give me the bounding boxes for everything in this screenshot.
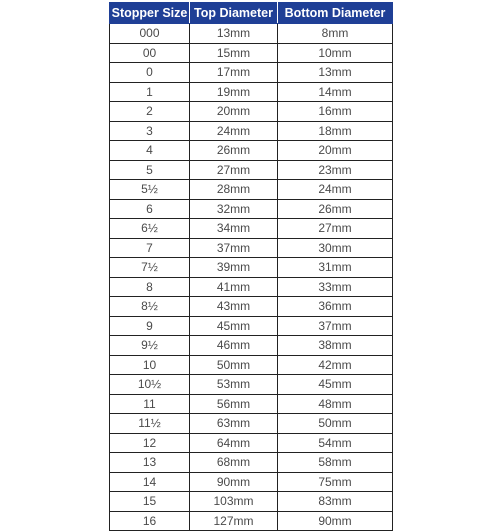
table-row [110, 102, 393, 122]
cell-top-diameter: 39mm [190, 258, 278, 278]
cell-top-diameter: 28mm [190, 180, 278, 200]
cell-bottom-diameter: 83mm [278, 492, 393, 512]
cell-stopper-size: 13 [110, 453, 190, 473]
cell-stopper-size: 10½ [110, 375, 190, 395]
cell-top-diameter: 13mm [190, 24, 278, 44]
table-row [110, 277, 393, 297]
table-row [110, 63, 393, 83]
table-header-row [110, 3, 393, 24]
cell-stopper-size: 10 [110, 355, 190, 375]
cell-top-diameter: 90mm [190, 472, 278, 492]
table-row [110, 160, 393, 180]
table-row [110, 492, 393, 512]
cell-top-diameter: 41mm [190, 277, 278, 297]
cell-bottom-diameter: 45mm [278, 375, 393, 395]
table-row [110, 82, 393, 102]
cell-bottom-diameter: 50mm [278, 414, 393, 434]
table-row [110, 414, 393, 434]
cell-top-diameter: 46mm [190, 336, 278, 356]
table-row [110, 43, 393, 63]
table-row [110, 394, 393, 414]
cell-stopper-size: 0 [110, 63, 190, 83]
table-row [110, 24, 393, 44]
cell-bottom-diameter: 30mm [278, 238, 393, 258]
cell-bottom-diameter: 8mm [278, 24, 393, 44]
table-row [110, 336, 393, 356]
cell-bottom-diameter: 36mm [278, 297, 393, 317]
cell-bottom-diameter: 75mm [278, 472, 393, 492]
cell-bottom-diameter: 27mm [278, 219, 393, 239]
cell-top-diameter: 20mm [190, 102, 278, 122]
cell-top-diameter: 27mm [190, 160, 278, 180]
header-stopper-size: Stopper Size [110, 3, 190, 24]
cell-bottom-diameter: 14mm [278, 82, 393, 102]
cell-top-diameter: 15mm [190, 43, 278, 63]
cell-stopper-size: 14 [110, 472, 190, 492]
cell-top-diameter: 68mm [190, 453, 278, 473]
cell-top-diameter: 37mm [190, 238, 278, 258]
table-row [110, 180, 393, 200]
table-row [110, 375, 393, 395]
cell-top-diameter: 32mm [190, 199, 278, 219]
cell-stopper-size: 7 [110, 238, 190, 258]
cell-top-diameter: 26mm [190, 141, 278, 161]
cell-bottom-diameter: 24mm [278, 180, 393, 200]
cell-stopper-size: 2 [110, 102, 190, 122]
cell-stopper-size: 6 [110, 199, 190, 219]
table-row [110, 258, 393, 278]
cell-bottom-diameter: 13mm [278, 63, 393, 83]
cell-top-diameter: 53mm [190, 375, 278, 395]
cell-bottom-diameter: 10mm [278, 43, 393, 63]
cell-stopper-size: 8 [110, 277, 190, 297]
table-row [110, 472, 393, 492]
cell-bottom-diameter: 38mm [278, 336, 393, 356]
header-top-diameter: Top Diameter [190, 3, 278, 24]
cell-top-diameter: 34mm [190, 219, 278, 239]
cell-stopper-size: 6½ [110, 219, 190, 239]
table-row [110, 355, 393, 375]
cell-top-diameter: 127mm [190, 511, 278, 531]
cell-stopper-size: 00 [110, 43, 190, 63]
table-row [110, 297, 393, 317]
cell-stopper-size: 5 [110, 160, 190, 180]
cell-bottom-diameter: 18mm [278, 121, 393, 141]
table-row [110, 433, 393, 453]
cell-top-diameter: 103mm [190, 492, 278, 512]
cell-stopper-size: 1 [110, 82, 190, 102]
cell-bottom-diameter: 58mm [278, 453, 393, 473]
cell-stopper-size: 8½ [110, 297, 190, 317]
header-bottom-diameter: Bottom Diameter [278, 3, 393, 24]
cell-bottom-diameter: 20mm [278, 141, 393, 161]
cell-stopper-size: 7½ [110, 258, 190, 278]
cell-top-diameter: 43mm [190, 297, 278, 317]
table-row [110, 453, 393, 473]
cell-stopper-size: 15 [110, 492, 190, 512]
cell-top-diameter: 24mm [190, 121, 278, 141]
cell-stopper-size: 12 [110, 433, 190, 453]
table-row [110, 141, 393, 161]
cell-bottom-diameter: 54mm [278, 433, 393, 453]
table-row [110, 316, 393, 336]
cell-top-diameter: 63mm [190, 414, 278, 434]
cell-bottom-diameter: 42mm [278, 355, 393, 375]
cell-stopper-size: 000 [110, 24, 190, 44]
cell-stopper-size: 3 [110, 121, 190, 141]
cell-stopper-size: 4 [110, 141, 190, 161]
cell-top-diameter: 64mm [190, 433, 278, 453]
cell-top-diameter: 50mm [190, 355, 278, 375]
cell-stopper-size: 16 [110, 511, 190, 531]
table-row [110, 219, 393, 239]
stopper-size-table [109, 2, 393, 531]
cell-bottom-diameter: 31mm [278, 258, 393, 278]
cell-stopper-size: 5½ [110, 180, 190, 200]
cell-stopper-size: 9½ [110, 336, 190, 356]
cell-bottom-diameter: 90mm [278, 511, 393, 531]
cell-bottom-diameter: 48mm [278, 394, 393, 414]
cell-stopper-size: 9 [110, 316, 190, 336]
table-body [110, 24, 393, 531]
cell-bottom-diameter: 26mm [278, 199, 393, 219]
table-row [110, 511, 393, 531]
cell-top-diameter: 56mm [190, 394, 278, 414]
cell-bottom-diameter: 23mm [278, 160, 393, 180]
cell-top-diameter: 17mm [190, 63, 278, 83]
cell-stopper-size: 11 [110, 394, 190, 414]
cell-bottom-diameter: 33mm [278, 277, 393, 297]
table-row [110, 238, 393, 258]
cell-top-diameter: 45mm [190, 316, 278, 336]
cell-top-diameter: 19mm [190, 82, 278, 102]
cell-bottom-diameter: 16mm [278, 102, 393, 122]
cell-stopper-size: 11½ [110, 414, 190, 434]
cell-bottom-diameter: 37mm [278, 316, 393, 336]
table-row [110, 199, 393, 219]
table-row [110, 121, 393, 141]
